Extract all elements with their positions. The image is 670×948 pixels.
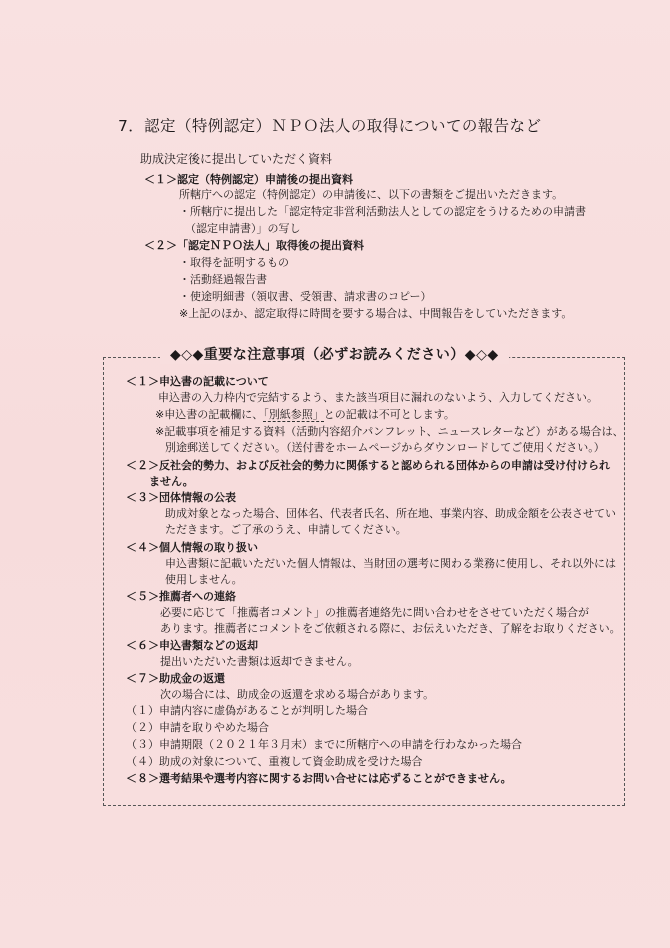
notice7-case2: （２）申請を取りやめた場合 (126, 721, 269, 734)
item1-line1: 所轄庁への認定（特例認定）の申請後に、以下の書類をご提出いただきます。 (179, 188, 564, 201)
item2-line4: ※上記のほか、認定取得に時間を要する場合は、中間報告をしていただきます。 (179, 307, 573, 320)
notice3-line2: ただきます。ご了承のうえ、申請してください。 (165, 523, 407, 536)
notice1-line2 (155, 407, 455, 422)
notice1-line1: 申込書の入力枠内で完結するよう、また該当項目に漏れのないよう、入力してください。 (158, 391, 598, 404)
notice2-heading2: ません。 (149, 475, 194, 488)
notice-title: ◆◇◆重要な注意事項（必ずお読みください）◆◇◆ (160, 344, 509, 364)
notice7-case1: （１）申請内容に虚偽があることが判明した場合 (126, 704, 368, 717)
notice1-line2-b: 「別紙参照」 (263, 408, 324, 421)
notice8-heading: ＜８＞選考結果や選考内容に関するお問い合せには応ずることができません。 (126, 772, 512, 785)
item2-line1: ・取得を証明するもの (179, 256, 289, 269)
notice4-line2: 使用しません。 (165, 573, 243, 586)
notice5-line2: あります。推薦者にコメントをご依頼される際に、お伝えいただき、了解をお取りください。 (160, 622, 621, 635)
item2-line3: ・使途明細書（領収書、受領書、請求書のコピー） (179, 290, 432, 303)
notice4-heading: ＜４＞個人情報の取り扱い (126, 541, 258, 554)
notice5-heading: ＜５＞推薦者への連絡 (126, 590, 236, 603)
notice1-line2-a: ※申込書の記載欄に、 (155, 408, 264, 421)
item2-line2: ・活動経過報告書 (179, 273, 267, 286)
section-title: 7．認定（特例認定）ＮＰＯ法人の取得についての報告など (118, 117, 542, 135)
notice1-heading: ＜１＞申込書の記載について (126, 375, 269, 388)
notice3-heading: ＜３＞団体情報の公表 (126, 491, 236, 504)
notice1-line2-c: との記載は不可とします。 (323, 408, 455, 421)
notice3-line1: 助成対象となった場合、団体名、代表者氏名、所在地、事業内容、助成金額を公表させてい (165, 507, 616, 520)
notice6-heading: ＜６＞申込書類などの返却 (126, 639, 258, 652)
notice7-case4: （４）助成の対象について、重複して資金助成を受けた場合 (126, 755, 423, 768)
notice1-line3: ※記載事項を補足する資料（活動内容紹介パンフレット、ニュースレターなど）がある場合は、 (155, 425, 624, 438)
notice4-line1: 申込書類に記載いただいた個人情報は、当財団の選考に関わる業務に使用し、それ以外には (165, 557, 616, 570)
notice7-line1: 次の場合には、助成金の返還を求める場合があります。 (160, 688, 435, 701)
notice2-heading: ＜２＞反社会的勢力、および反社会的勢力に関係すると認められる団体からの申請は受け付けられ (126, 459, 610, 472)
section-subtitle: 助成決定後に提出していただく資料 (140, 152, 333, 166)
notice5-line1: 必要に応じて「推薦者コメント」の推薦者連絡先に問い合わせをさせていただく場合が (160, 606, 589, 619)
notice6-line1: 提出いただいた書類は返却できません。 (160, 655, 359, 668)
notice7-case3: （３）申請期限（２０２１年３月末）までに所轄庁への申請を行わなかった場合 (126, 738, 522, 751)
item2-heading: ＜２＞「認定ＮＰＯ法人」取得後の提出資料 (144, 239, 364, 252)
notice1-line4: 別途郵送してください。（送付書をホームページからダウンロードしてご使用ください。） (165, 441, 605, 454)
notice7-heading: ＜７＞助成金の返還 (126, 672, 225, 685)
item1-line2: ・所轄庁に提出した「認定特定非営利活動法人としての認定をうけるための申請書 (179, 205, 586, 218)
item1-heading: ＜１＞認定（特例認定）申請後の提出資料 (144, 173, 353, 186)
item1-line3: （認定申請書）」の写し (185, 222, 301, 235)
